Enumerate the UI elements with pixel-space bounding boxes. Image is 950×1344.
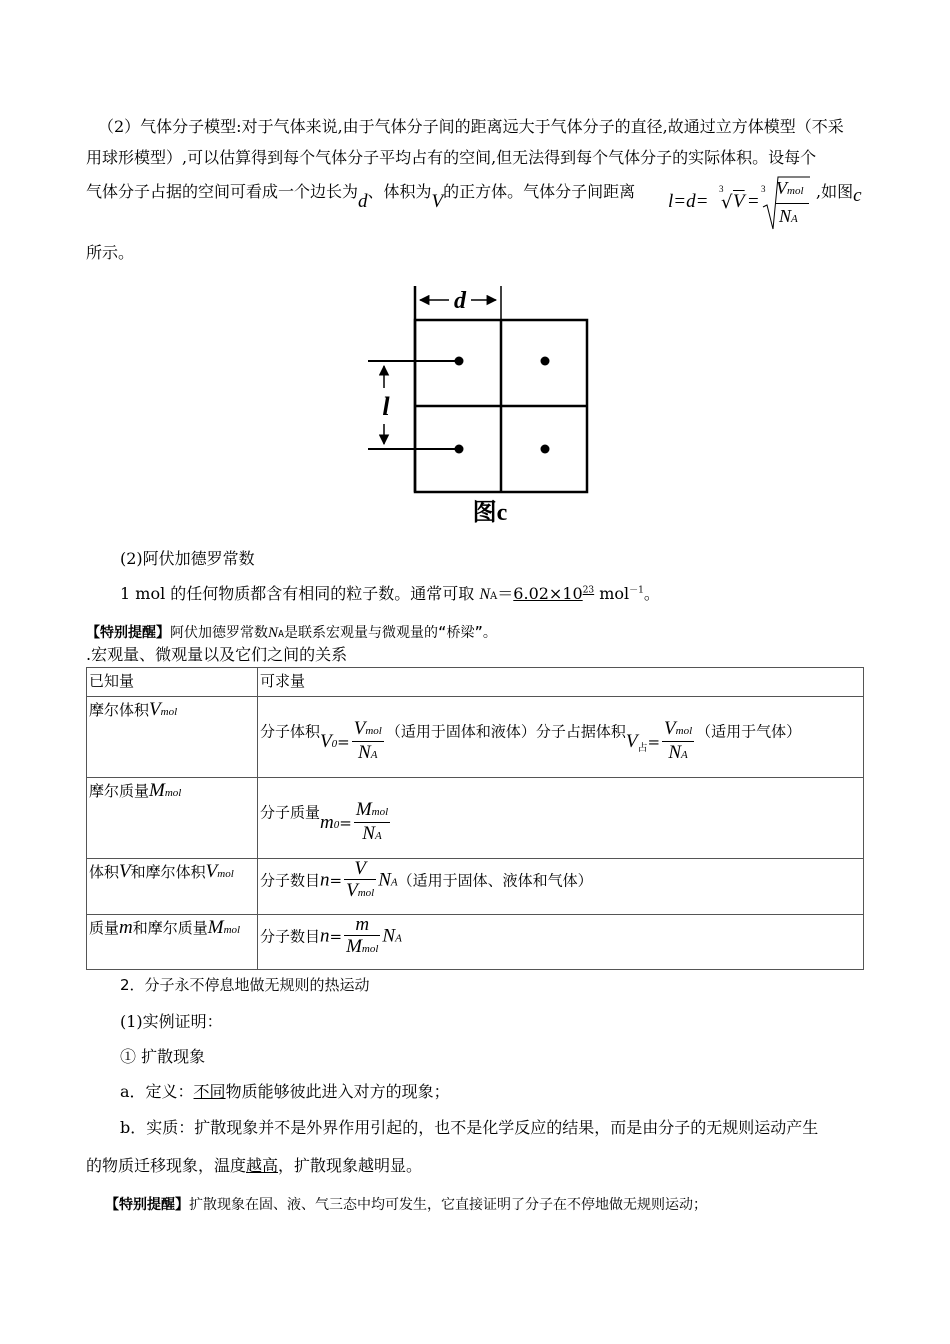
table-header-row <box>87 668 864 697</box>
diffusion-essence-line-2: 的物质迁移现象，温度越高，扩散现象越明显。 <box>86 1156 423 1175</box>
known-cell: 摩尔体积Vmol <box>87 697 258 778</box>
relation-table <box>86 667 864 970</box>
diffusion-heading: ① 扩散现象 <box>120 1047 206 1066</box>
gas-model-line-2: 用球形模型）,可以估算得到每个气体分子平均占有的空间,但无法得到每个气体分子的实际体积。设每个 <box>86 148 817 167</box>
figure-c-diagram <box>360 284 600 532</box>
derived-cell: 分子质量$m_0=$ $\frac{\text{Mmol}}{NA}$ <box>258 778 864 859</box>
molecule-dot <box>541 357 550 366</box>
gas-model-line-4: 所示。 <box>86 243 135 262</box>
molecule-dot <box>541 445 550 454</box>
avogadro-heading: (2)阿伏加德罗常数 <box>120 549 255 568</box>
figure-caption: 图c <box>472 498 508 526</box>
avogadro-text: 1 mol 的任何物质都含有相同的粒子数。通常可取 $NA=6.02\times 10^{23}$ mol$^{-1}$。 <box>120 584 660 603</box>
known-cell: 质量m和摩尔质量Mmol <box>87 915 258 970</box>
section-2-heading: 2．分子永不停息地做无规则的热运动 <box>120 976 370 994</box>
figure-reference: ,如图c <box>816 182 862 206</box>
diffusion-essence-line-1: b．实质：扩散现象并不是外界作用引起的，也不是化学反应的结果，而是由分子的无规则运动产生 <box>120 1118 819 1137</box>
derived-cell: 分子体积$V_0=$ $\frac{\text{Vmol}}{NA}$ （适用于固体和液体）分子占据体积$V_占=$ $\frac{\text{Vmol}}{NA}$ （适用于气体） <box>258 697 864 778</box>
gas-model-line-3: 气体分子占据的空间可看成一个边长为d、体积为V的正方体。气体分子间距离 <box>86 182 636 212</box>
table-row <box>87 697 864 778</box>
d-label: d <box>454 288 466 314</box>
known-cell: 体积V和摩尔体积Vmol <box>87 859 258 915</box>
header-known: 已知量 <box>87 668 258 697</box>
relation-title: .宏观量、微观量以及它们之间的关系 <box>86 645 348 664</box>
derived-cell: 分子数目n= $\frac{m}{\text{Mmol}}$ NA <box>258 915 864 970</box>
special-tip-2: 【特别提醒】扩散现象在固、液、气三态中均可发生，它直接证明了分子在不停地做无规则运动； <box>105 1197 707 1213</box>
derived-cell: 分子数目n= $\frac{V}{\text{Vmol}}$ NA（适用于固体、液体和气体） <box>258 859 864 915</box>
header-derived: 可求量 <box>258 668 864 697</box>
table-row <box>87 859 864 915</box>
special-tip-1: 【特别提醒】阿伏加德罗常数NA是联系宏观量与微观量的“桥梁”。 <box>86 625 497 641</box>
diffusion-definition: a．定义：不同物质能够彼此进入对方的现象； <box>120 1082 450 1101</box>
proof-heading: (1)实例证明： <box>120 1012 223 1031</box>
l-label: l <box>382 392 390 421</box>
gas-model-line-1: （2）气体分子模型:对于气体来说,由于气体分子间的距离远大于气体分子的直径,故通过立方体模型（不采 <box>98 117 844 136</box>
table-row <box>87 915 864 970</box>
table-row <box>87 778 864 859</box>
known-cell: 摩尔质量Mmol <box>87 778 258 859</box>
